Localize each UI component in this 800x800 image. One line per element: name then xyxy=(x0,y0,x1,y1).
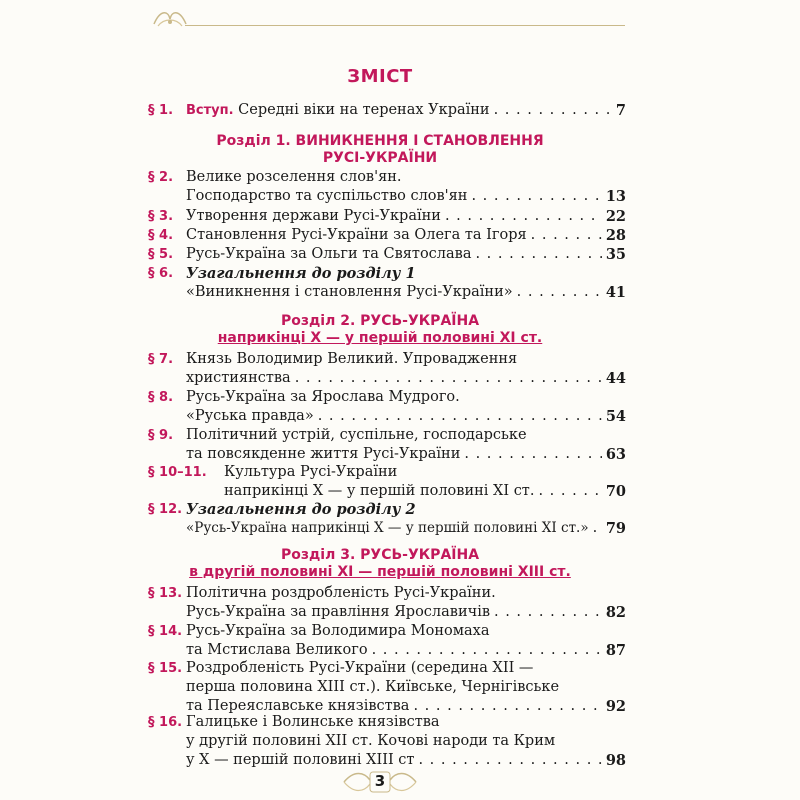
entry-number: § 1. xyxy=(148,103,174,118)
section-heading-line: в другій половині XI — першій половині XIII ст. xyxy=(189,564,571,580)
entry-title: християнства xyxy=(186,370,291,386)
leader-dots xyxy=(475,245,601,264)
entry-number: § 2. xyxy=(148,170,174,185)
entry-number: § 5. xyxy=(148,247,174,262)
section-heading-line: РУСІ-УКРАЇНИ xyxy=(322,150,438,166)
leader-dots xyxy=(464,445,601,464)
section-heading-line: Розділ 3. РУСЬ-УКРАЇНА xyxy=(280,547,480,563)
entry-number: § 6. xyxy=(148,266,174,281)
entry-page: 79 xyxy=(605,520,626,537)
entry-title: Галицьке і Волинське князівства xyxy=(186,714,440,730)
entry-number: § 15. xyxy=(148,661,183,676)
entry-title: Господарство та суспільство слов'ян xyxy=(186,188,468,204)
leader-dots xyxy=(445,207,602,226)
entry-page: 92 xyxy=(605,698,626,715)
entry-number: § 8. xyxy=(148,390,174,405)
entry-title: Політична роздробленість Русі-України. xyxy=(186,585,496,601)
leader-dots xyxy=(418,751,601,770)
section-1-heading xyxy=(0,133,760,167)
entry-title: Русь-Україна за Ольги та Святослава xyxy=(186,246,472,262)
section-2-heading xyxy=(0,313,760,347)
entry-page: 41 xyxy=(605,284,626,301)
page-title: ЗМІСТ xyxy=(347,66,413,87)
entry-number: § 14. xyxy=(148,624,183,639)
section-3-heading xyxy=(0,547,760,581)
entry-page: 44 xyxy=(605,370,626,387)
entry-title: Велике розселення слов'ян. xyxy=(186,169,402,185)
page-number: 3 xyxy=(374,772,386,790)
entry-page: 28 xyxy=(605,227,626,244)
leader-dots xyxy=(538,482,601,501)
entry-title: «Виникнення і становлення Русі-України» xyxy=(186,284,513,300)
entry-number: § 3. xyxy=(148,209,174,224)
entry-page: 63 xyxy=(605,446,626,463)
entry-title: та Мстислава Великого xyxy=(186,642,368,658)
entry-title: Узагальнення до розділу 1 xyxy=(186,265,416,282)
leader-dots xyxy=(531,226,602,245)
entry-title: Князь Володимир Великий. Упровадження xyxy=(186,351,518,367)
leader-dots xyxy=(471,187,601,206)
entry-title: Русь-Україна за Володимира Мономаха xyxy=(186,623,490,639)
entry-number: § 12. xyxy=(148,502,183,517)
entry-title: наприкінці X — у першій половині XI ст. xyxy=(224,483,535,499)
entry-page: 7 xyxy=(615,102,626,119)
leader-dots xyxy=(295,369,602,388)
entry-title: Політичний устрій, суспільне, господарське xyxy=(186,427,527,443)
entry-title: Роздробленість Русі-України (середина XII — xyxy=(186,660,534,676)
entry-number: § 4. xyxy=(148,228,174,243)
section-heading-line: Розділ 1. ВИНИКНЕННЯ І СТАНОВЛЕННЯ xyxy=(216,133,544,149)
entry-page: 54 xyxy=(605,408,626,425)
entry-page: 22 xyxy=(605,208,626,225)
entry-title: Становлення Русі-України за Олега та Ігоря xyxy=(186,227,527,243)
entry-page: 70 xyxy=(605,483,626,500)
entry-title: Середні віки на теренах України xyxy=(238,102,490,118)
entry-number: § 7. xyxy=(148,352,174,367)
entry-title: у другій половині XII ст. Кочові народи та Крим xyxy=(186,733,556,749)
entry-page: 35 xyxy=(605,246,626,263)
entry-page: 13 xyxy=(605,188,626,205)
leader-dots xyxy=(517,283,602,302)
section-heading-line: наприкінці X — у першій половині XI ст. xyxy=(217,330,543,346)
leader-dots xyxy=(494,101,612,120)
entry-title: «Руська правда» xyxy=(186,408,314,424)
entry-title: та Переяславське князівства xyxy=(186,698,410,714)
leader-dots xyxy=(593,519,602,538)
intro-label: Вступ. xyxy=(186,103,234,118)
leader-dots xyxy=(494,603,602,622)
leader-dots xyxy=(318,407,602,426)
entry-number: § 10–11. xyxy=(148,465,207,480)
entry-title: Узагальнення до розділу 2 xyxy=(186,501,416,518)
entry-title: Русь-Україна за правління Ярославичів xyxy=(186,604,490,620)
entry-title: та повсякденне життя Русі-України xyxy=(186,446,461,462)
entry-title: Русь-Україна за Ярослава Мудрого. xyxy=(186,389,460,405)
entry-title: Утворення держави Русі-України xyxy=(186,208,441,224)
entry-page: 82 xyxy=(605,604,626,621)
entry-page: 87 xyxy=(605,642,626,659)
entry-page: 98 xyxy=(605,752,626,769)
section-heading-line: Розділ 2. РУСЬ-УКРАЇНА xyxy=(280,313,480,329)
entry-number: § 13. xyxy=(148,586,183,601)
entry-number: § 16. xyxy=(148,715,183,730)
entry-title: перша половина XIII ст.). Київське, Чернігівське xyxy=(186,679,560,695)
entry-title: у X — першій половині XIII ст xyxy=(186,752,415,768)
entry-number: § 9. xyxy=(148,428,174,443)
leader-dots xyxy=(372,641,602,660)
entry-title: «Русь-Україна наприкінці X — у першій половині XI ст.» xyxy=(186,520,589,536)
entry-title: Культура Русі-України xyxy=(224,464,398,480)
